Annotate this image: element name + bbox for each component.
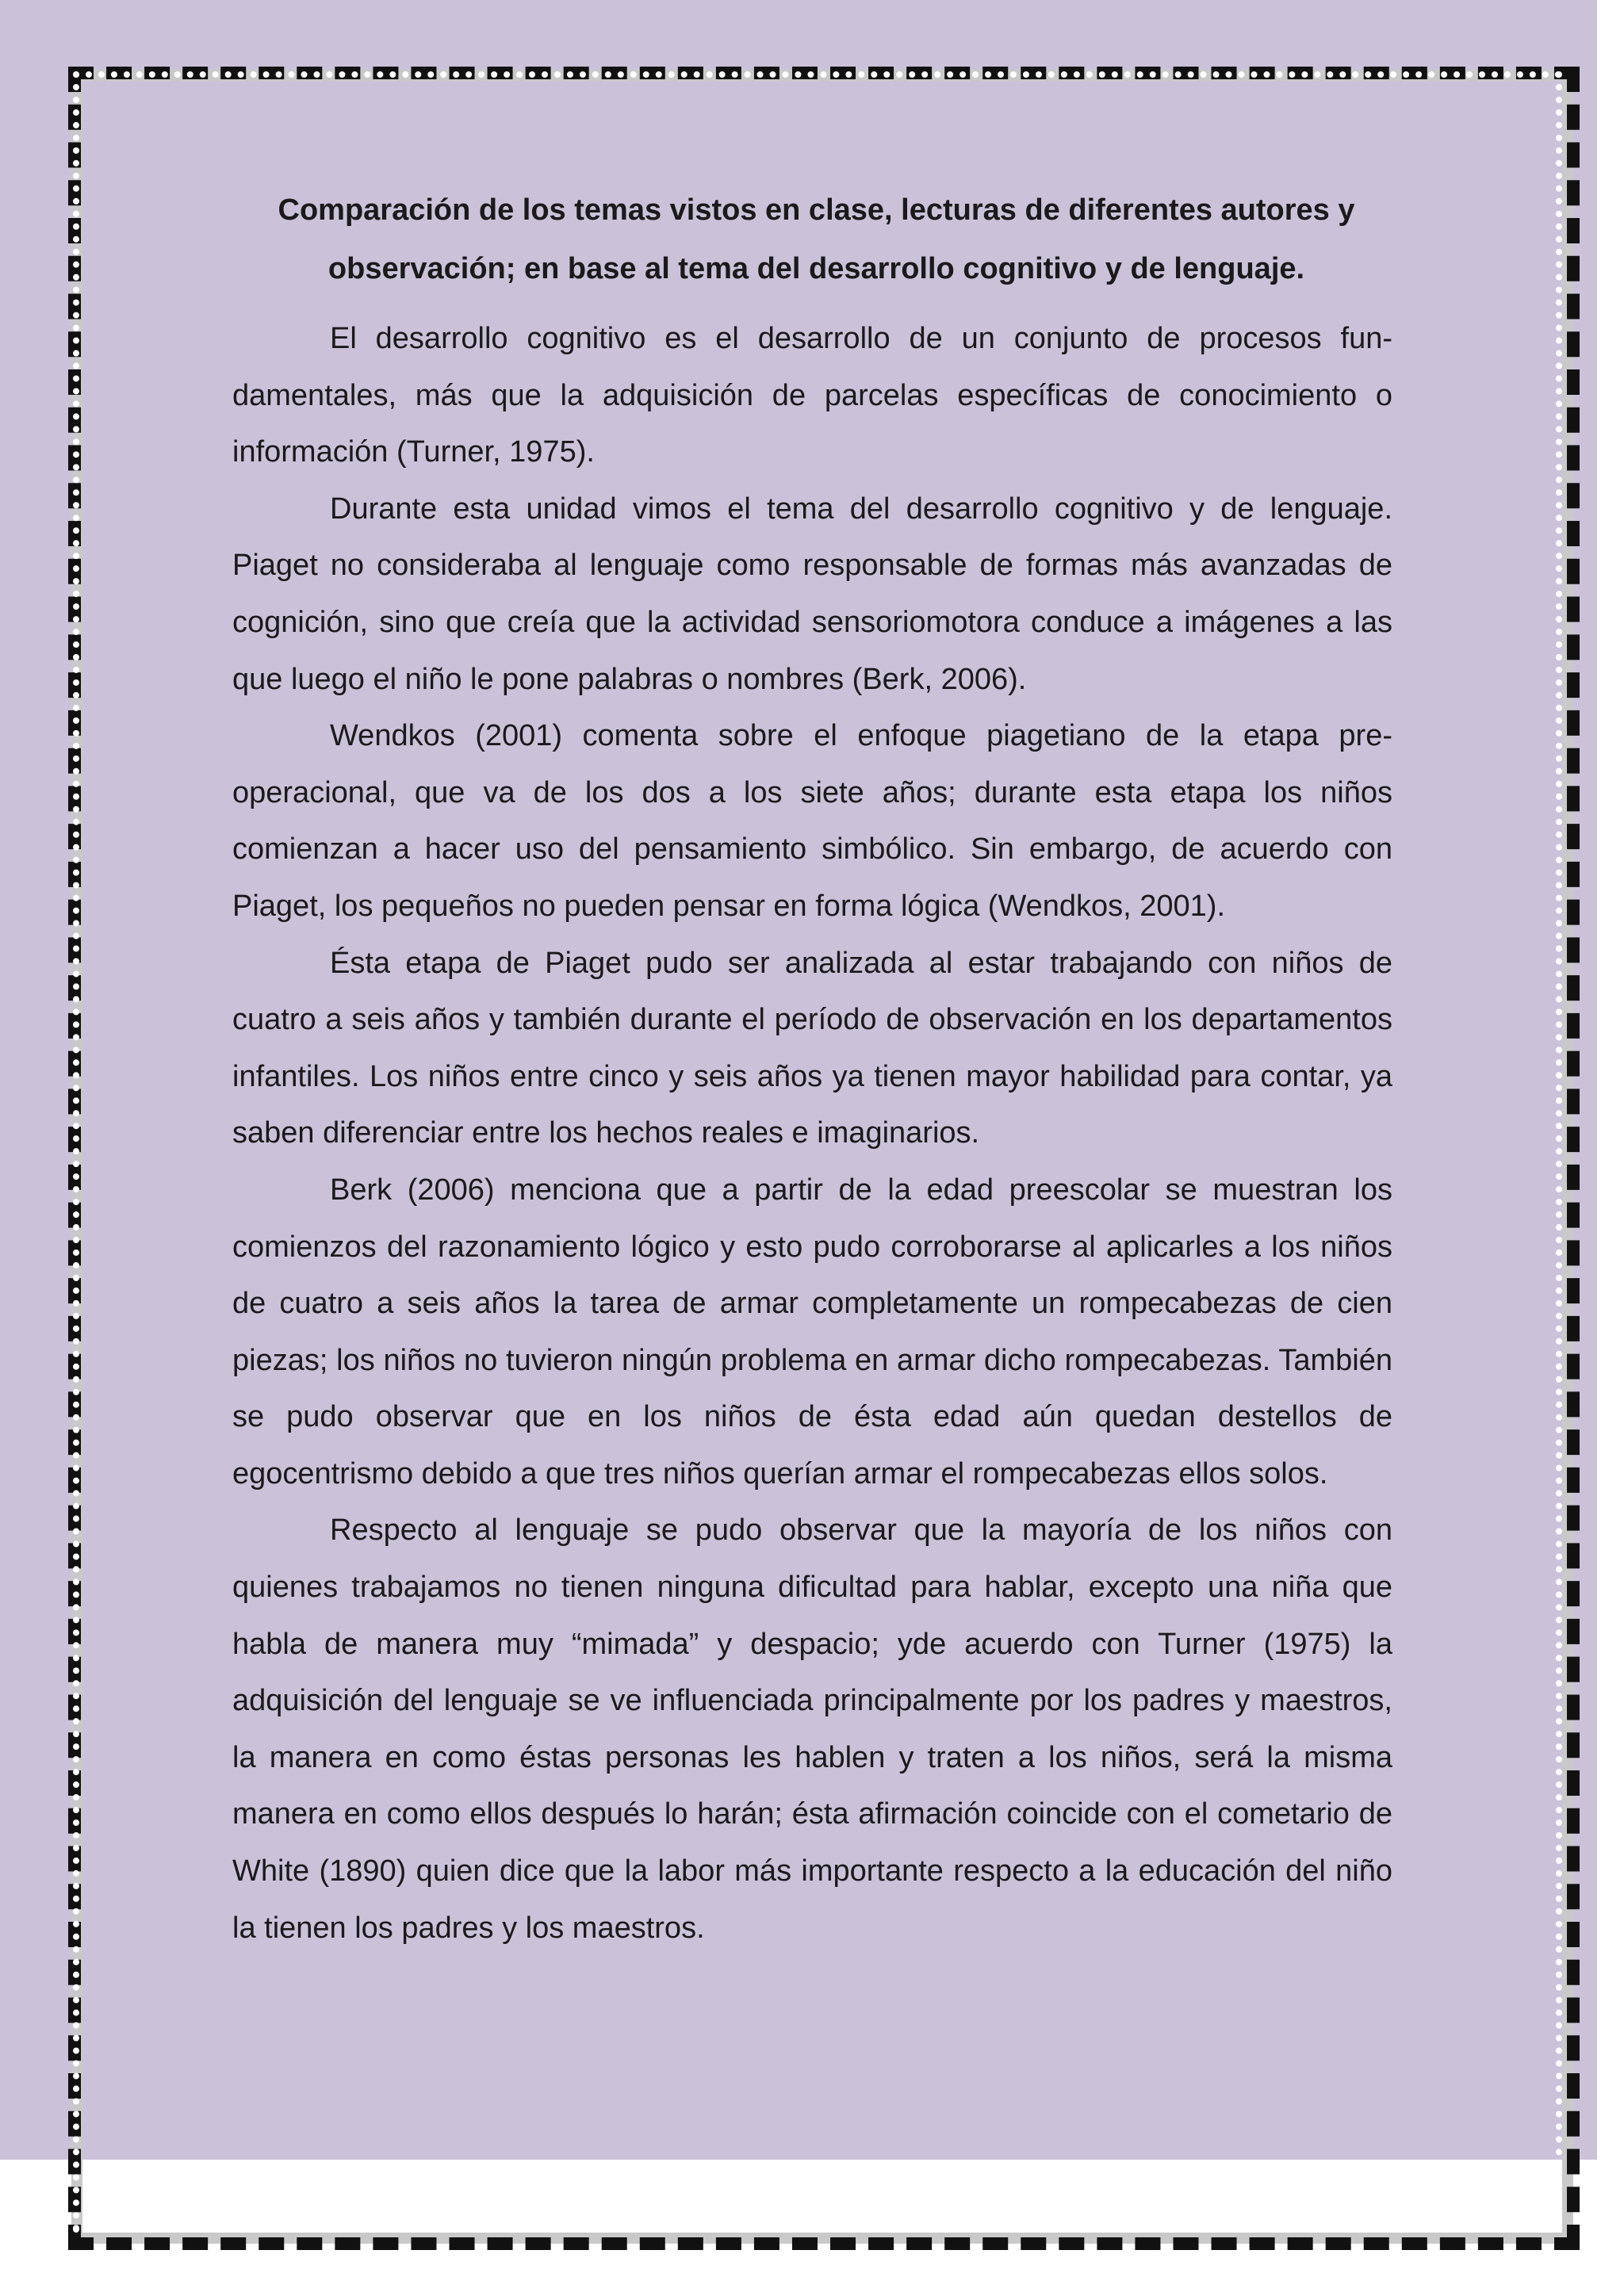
- paragraph-4: Ésta etapa de Piaget pudo ser analizada al estar trabajando con niños de cuatro a seis años y también durante el período de observación en los departamentos infantiles. Los niños entre cinco y seis años ya tienen mayor habilidad para contar, ya saben diferenciar entre los hechos reales e imaginarios.: [232, 946, 1392, 1150]
- paragraph-3: Wendkos (2001) comenta sobre el enfoque piagetiano de la etapa preoperacional, que va de los dos a los siete años; durante esta etapa los niños comienzan a hacer uso del pensamiento simbólico. Sin embargo, de acuerdo con Piaget, los pequeños no pueden pensar en forma lógica (Wendkos, 2001).: [232, 719, 1392, 923]
- paragraph-2: Durante esta unidad vimos el tema del desarrollo cognitivo y de lenguaje. Piaget no consideraba al lenguaje como responsable de formas más avanzadas de cognición, sino que creía que la actividad sensoriomotora conduce a imágenes a las que luego el niño le pone palabras o nombres (Berk, 2006).: [232, 492, 1392, 696]
- document-body: [232, 181, 1392, 1957]
- paragraph-5: Berk (2006) menciona que a partir de la edad preescolar se muestran los comienzos del razonamiento lógico y esto pudo corroborarse al aplicarles a los niños de cuatro a seis años la tarea de armar completamente un rompecabezas de cien piezas; los niños no tuvieron ningún problema en armar dicho rompecabezas. También se pudo observar que en los niños de ésta edad aún quedan destellos de egocentrismo debido a que tres niños querían armar el rompecabezas ellos solos.: [232, 1173, 1392, 1490]
- paragraph-1: El desarrollo cognitivo es el desarrollo de un conjunto de procesos fundamentales, más que la adquisición de parcelas específicas de conocimiento o información (Turner, 1975).: [232, 322, 1392, 469]
- paragraph-6: Respecto al lenguaje se pudo observar que la mayoría de los niños con quienes trabajamos no tienen ninguna dificultad para hablar, excepto una niña que habla de manera muy “mimada” y despacio; yde acuerdo con Turner (1975) la adquisición del lenguaje se ve influenciada principalmente por los padres y maestros, la manera en como éstas personas les hablen y traten a los niños, será la misma manera en como ellos después lo harán; ésta afirmación coincide con el cometario de White (1890) quien dice que la labor más importante respecto a la educación del niño la tienen los padres y los maestros.: [232, 1513, 1392, 1945]
- document-title: Comparación de los temas vistos en clase, lecturas de diferentes autores y observación; en base al tema del desarrollo cognitivo y de lenguaje.: [278, 193, 1355, 285]
